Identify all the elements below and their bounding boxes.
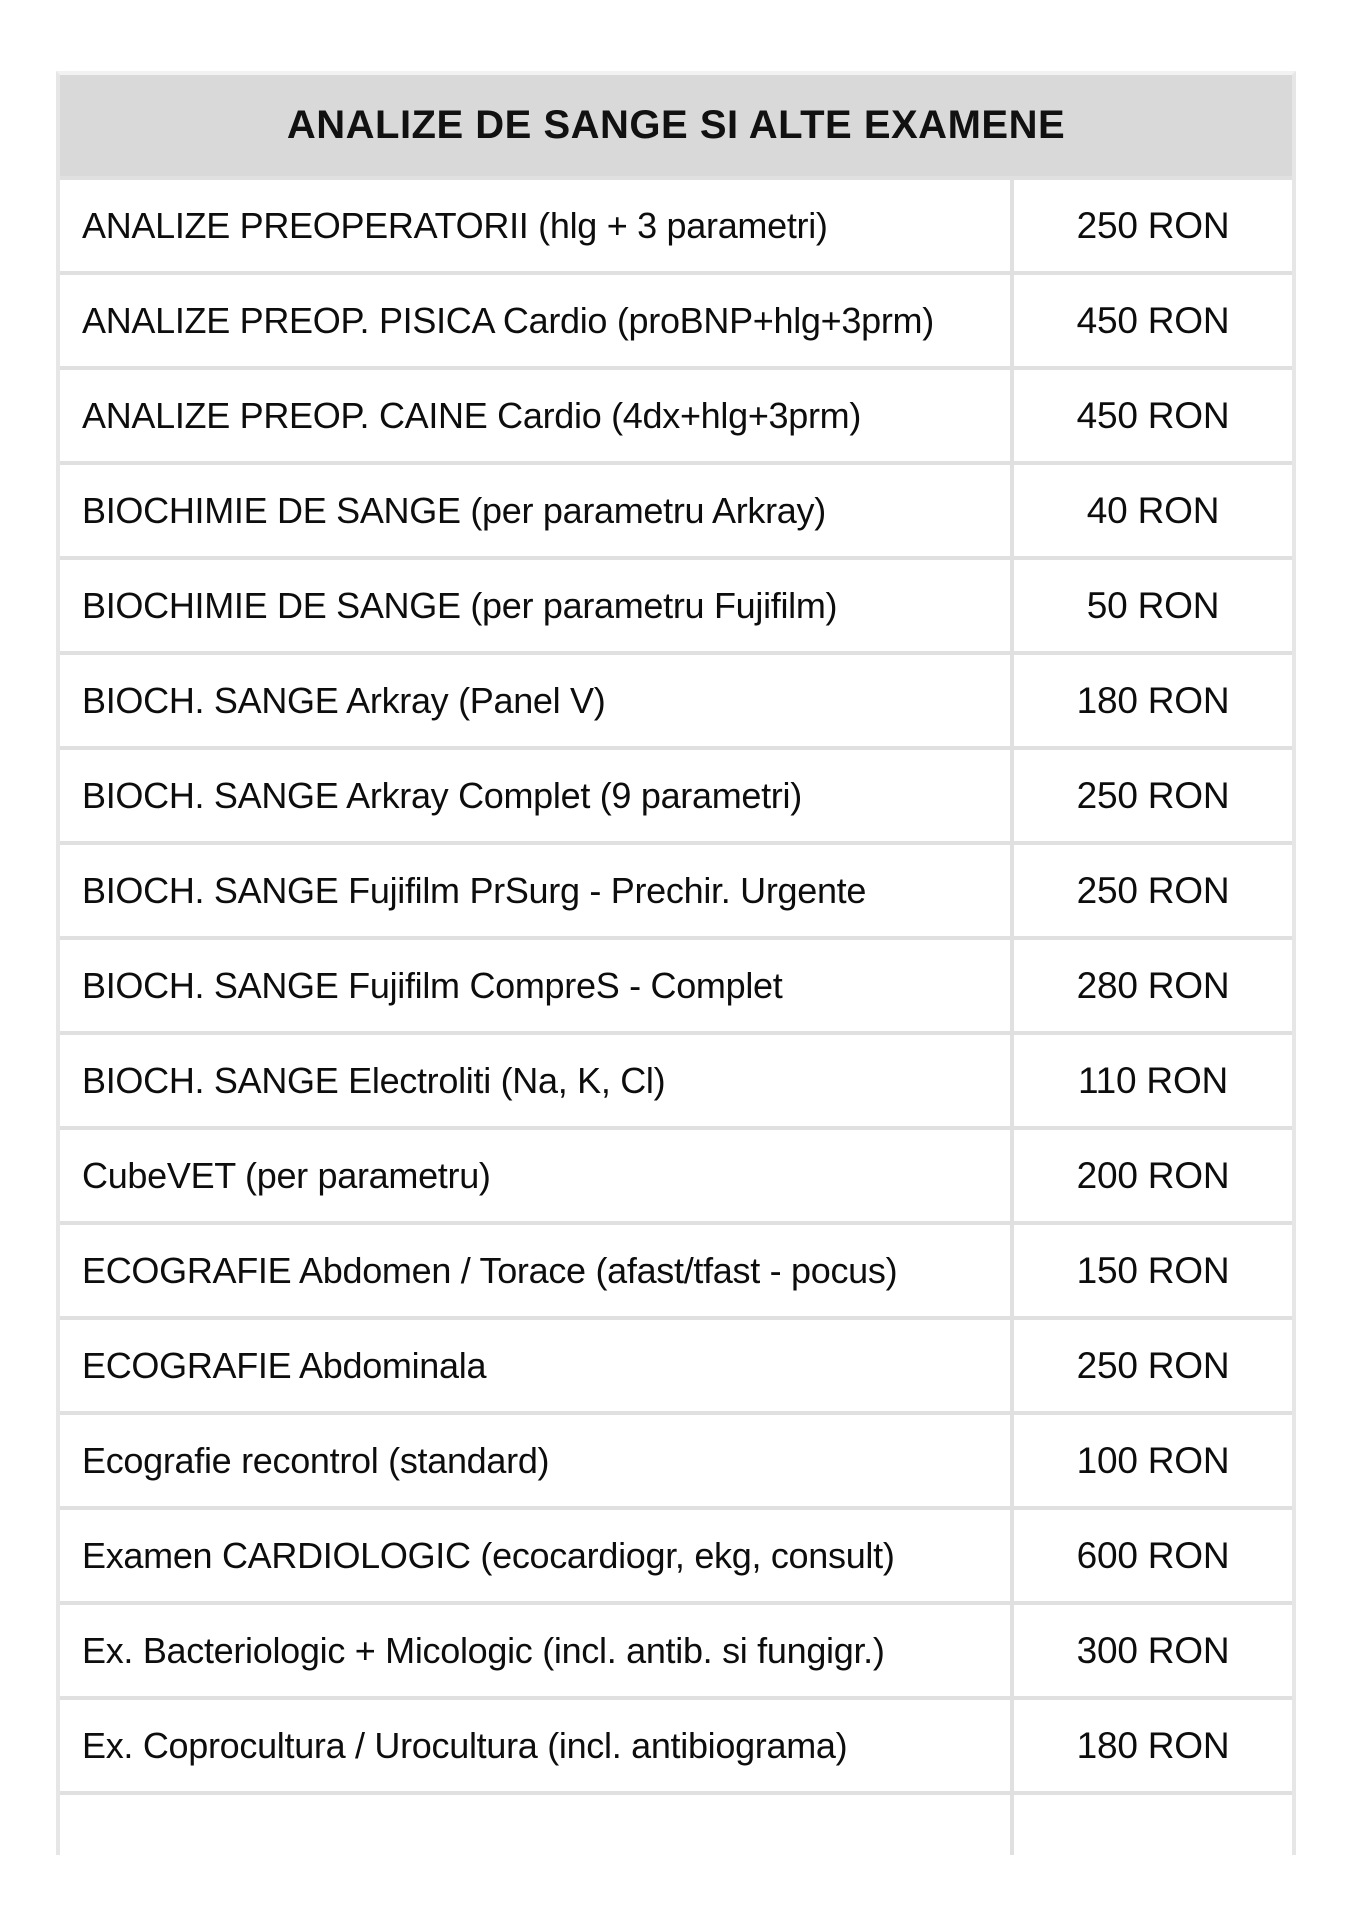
- table-row: [60, 1601, 1292, 1696]
- service-name-cell: CubeVET (per parametru): [82, 1154, 491, 1196]
- service-name-cell: ANALIZE PREOPERATORII (hlg + 3 parametri): [82, 204, 828, 246]
- table-row: [60, 1316, 1292, 1411]
- service-price-cell: 250 RON: [1010, 750, 1292, 841]
- table-title: ANALIZE DE SANGE SI ALTE EXAMENE: [60, 75, 1292, 176]
- service-price-cell: [1010, 1795, 1292, 1855]
- table-row: [60, 461, 1292, 556]
- service-name-cell: ANALIZE PREOP. CAINE Cardio (4dx+hlg+3prm): [82, 394, 862, 436]
- table-row: [60, 1221, 1292, 1316]
- service-name-cell: BIOCH. SANGE Fujifilm CompreS - Complet: [82, 964, 783, 1006]
- service-name-cell: Examen CARDIOLOGIC (ecocardiogr, ekg, consult): [82, 1534, 895, 1576]
- table-row: [60, 936, 1292, 1031]
- service-name-cell: BIOCH. SANGE Arkray (Panel V): [82, 679, 606, 721]
- service-price-cell: 250 RON: [1010, 845, 1292, 936]
- table-row: [60, 746, 1292, 841]
- service-price-cell: 100 RON: [1010, 1415, 1292, 1506]
- service-price-cell: 200 RON: [1010, 1130, 1292, 1221]
- table-row: [60, 1696, 1292, 1791]
- service-price-cell: 450 RON: [1010, 275, 1292, 366]
- table-row-empty: [60, 1791, 1292, 1855]
- service-price-cell: 300 RON: [1010, 1605, 1292, 1696]
- service-price-cell: 450 RON: [1010, 370, 1292, 461]
- service-name-cell: Ecografie recontrol (standard): [82, 1439, 550, 1481]
- table-row: [60, 366, 1292, 461]
- price-table: [56, 71, 1296, 1855]
- service-price-cell: 180 RON: [1010, 655, 1292, 746]
- service-name-cell: ECOGRAFIE Abdominala: [82, 1344, 487, 1386]
- service-name-cell: Ex. Bacteriologic + Micologic (incl. antib. si fungigr.): [82, 1629, 885, 1671]
- service-price-cell: 180 RON: [1010, 1700, 1292, 1791]
- table-row: [60, 841, 1292, 936]
- service-price-cell: 110 RON: [1010, 1035, 1292, 1126]
- table-row: [60, 1126, 1292, 1221]
- service-name-cell: BIOCH. SANGE Electroliti (Na, K, Cl): [82, 1059, 666, 1101]
- service-name-cell: BIOCH. SANGE Arkray Complet (9 parametri): [82, 774, 802, 816]
- service-name-cell: BIOCHIMIE DE SANGE (per parametru Arkray): [82, 489, 826, 531]
- service-name-cell: [60, 1795, 1010, 1855]
- service-name-cell: BIOCHIMIE DE SANGE (per parametru Fujifilm): [82, 584, 838, 626]
- service-price-cell: 250 RON: [1010, 180, 1292, 271]
- service-name-cell: Ex. Coprocultura / Urocultura (incl. antibiograma): [82, 1724, 848, 1766]
- service-price-cell: 250 RON: [1010, 1320, 1292, 1411]
- table-row: [60, 556, 1292, 651]
- service-name-cell: ANALIZE PREOP. PISICA Cardio (proBNP+hlg+3prm): [82, 299, 934, 341]
- table-row: [60, 1411, 1292, 1506]
- service-price-cell: 150 RON: [1010, 1225, 1292, 1316]
- table-row: [60, 271, 1292, 366]
- service-price-cell: 600 RON: [1010, 1510, 1292, 1601]
- table-row: [60, 1031, 1292, 1126]
- table-row: [60, 651, 1292, 746]
- service-name-cell: ECOGRAFIE Abdomen / Torace (afast/tfast - pocus): [82, 1249, 898, 1291]
- service-price-cell: 280 RON: [1010, 940, 1292, 1031]
- service-name-cell: BIOCH. SANGE Fujifilm PrSurg - Prechir. Urgente: [82, 869, 867, 911]
- service-price-cell: 50 RON: [1010, 560, 1292, 651]
- table-row: [60, 1506, 1292, 1601]
- table-body: [60, 176, 1292, 1855]
- service-price-cell: 40 RON: [1010, 465, 1292, 556]
- table-row: [60, 176, 1292, 271]
